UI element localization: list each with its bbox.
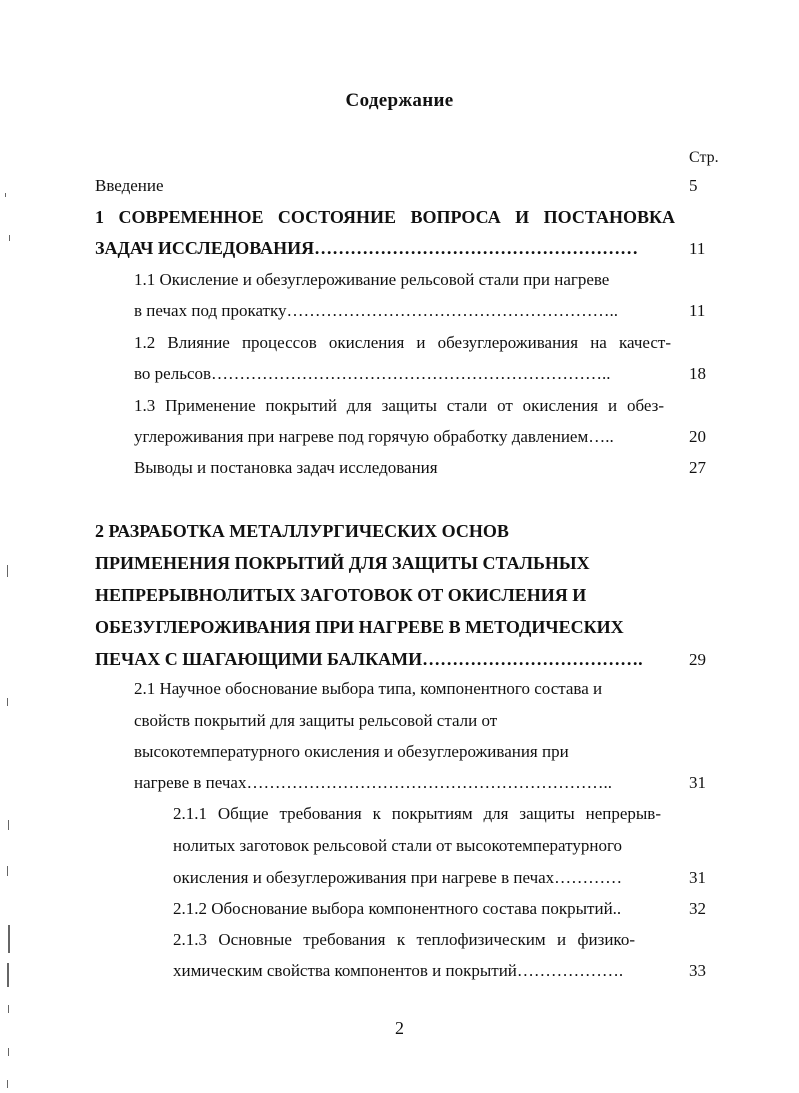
toc-section-1-3-line-2: углероживания при нагреве под горячую обработку давлением….. xyxy=(134,427,614,446)
toc-subsection-2-1-3-line-2: химическим свойства компонентов и покрытий………………. xyxy=(173,961,624,980)
toc-page-chapter-1: 11 xyxy=(689,239,706,258)
toc-section-1-2-line-2: во рельсов…………………………………………………………….. xyxy=(134,364,611,383)
toc-page-conclusions: 27 xyxy=(689,458,706,477)
toc-chapter-1-line-1: 1 СОВРЕМЕННОЕ СОСТОЯНИЕ ВОПРОСА И ПОСТАНОВКА xyxy=(95,207,675,227)
scan-mark xyxy=(7,1080,8,1088)
scan-mark xyxy=(7,565,8,577)
toc-section-1-2-line-1: 1.2 Влияние процессов окисления и обезуглероживания на качест- xyxy=(134,333,671,352)
toc-chapter-2-line-3: НЕПРЕРЫВНОЛИТЫХ ЗАГОТОВОК ОТ ОКИСЛЕНИЯ И xyxy=(95,585,587,605)
toc-entry-intro: Введение xyxy=(95,176,164,195)
toc-subsection-2-1-1-line-2: нолитых заготовок рельсовой стали от высокотемпературного xyxy=(173,836,623,855)
toc-section-1-1-line-1: 1.1 Окисление и обезуглероживание рельсовой стали при нагреве xyxy=(134,270,610,289)
scan-mark xyxy=(5,193,6,197)
toc-page-section-1-3: 20 xyxy=(689,427,706,446)
page-number: 2 xyxy=(395,1018,404,1038)
toc-chapter-2-line-1: 2 РАЗРАБОТКА МЕТАЛЛУРГИЧЕСКИХ ОСНОВ xyxy=(95,521,509,541)
toc-subsection-2-1-1-line-1: 2.1.1 Общие требования к покрытиям для защиты непрерыв- xyxy=(173,804,661,823)
toc-subsection-2-1-1-line-3: окисления и обезуглероживания при нагреве в печах………… xyxy=(173,868,623,887)
scan-mark xyxy=(9,235,10,241)
toc-chapter-2-line-5: ПЕЧАХ С ШАГАЮЩИМИ БАЛКАМИ………………………………. xyxy=(95,649,643,669)
toc-page-chapter-2: 29 xyxy=(689,650,706,669)
scan-mark xyxy=(7,866,8,876)
toc-page-subsection-2-1-3: 33 xyxy=(689,961,706,980)
toc-section-2-1-line-4: нагреве в печах……………………………………………………….. xyxy=(134,773,612,792)
toc-chapter-1-line-2: ЗАДАЧ ИССЛЕДОВАНИЯ……………………………………………… xyxy=(95,238,639,258)
toc-page-section-1-2: 18 xyxy=(689,364,706,383)
toc-subsection-2-1-2: 2.1.2 Обоснование выбора компонентного состава покрытий.. xyxy=(173,899,622,918)
toc-section-2-1-line-2: свойств покрытий для защиты рельсовой стали от xyxy=(134,711,498,730)
page-column-label: Стр. xyxy=(689,149,719,166)
toc-page-subsection-2-1-1: 31 xyxy=(689,868,706,887)
page-title: Содержание xyxy=(345,90,454,111)
scan-mark xyxy=(7,963,9,987)
scan-mark xyxy=(7,698,8,706)
toc-chapter-2-line-2: ПРИМЕНЕНИЯ ПОКРЫТИЙ ДЛЯ ЗАЩИТЫ СТАЛЬНЫХ xyxy=(95,553,590,573)
toc-section-2-1-line-1: 2.1 Научное обоснование выбора типа, компонентного состава и xyxy=(134,679,603,698)
toc-conclusions: Выводы и постановка задач исследования xyxy=(134,458,438,477)
scan-mark xyxy=(8,1048,9,1056)
toc-subsection-2-1-3-line-1: 2.1.3 Основные требования к теплофизическим и физико- xyxy=(173,930,635,949)
scan-mark xyxy=(8,925,10,953)
toc-section-1-1-line-2: в печах под прокатку………………………………………………….. xyxy=(134,301,619,320)
toc-page-section-1-1: 11 xyxy=(689,301,706,320)
toc-page-intro: 5 xyxy=(689,176,698,195)
toc-page-subsection-2-1-2: 32 xyxy=(689,899,706,918)
toc-section-1-3-line-1: 1.3 Применение покрытий для защиты стали от окисления и обез- xyxy=(134,396,664,415)
scan-mark xyxy=(8,820,9,830)
scan-mark xyxy=(8,1005,9,1013)
toc-section-2-1-line-3: высокотемпературного окисления и обезуглероживания при xyxy=(134,742,569,761)
toc-chapter-2-line-4: ОБЕЗУГЛЕРОЖИВАНИЯ ПРИ НАГРЕВЕ В МЕТОДИЧЕСКИХ xyxy=(95,617,624,637)
toc-page-section-2-1: 31 xyxy=(689,773,706,792)
